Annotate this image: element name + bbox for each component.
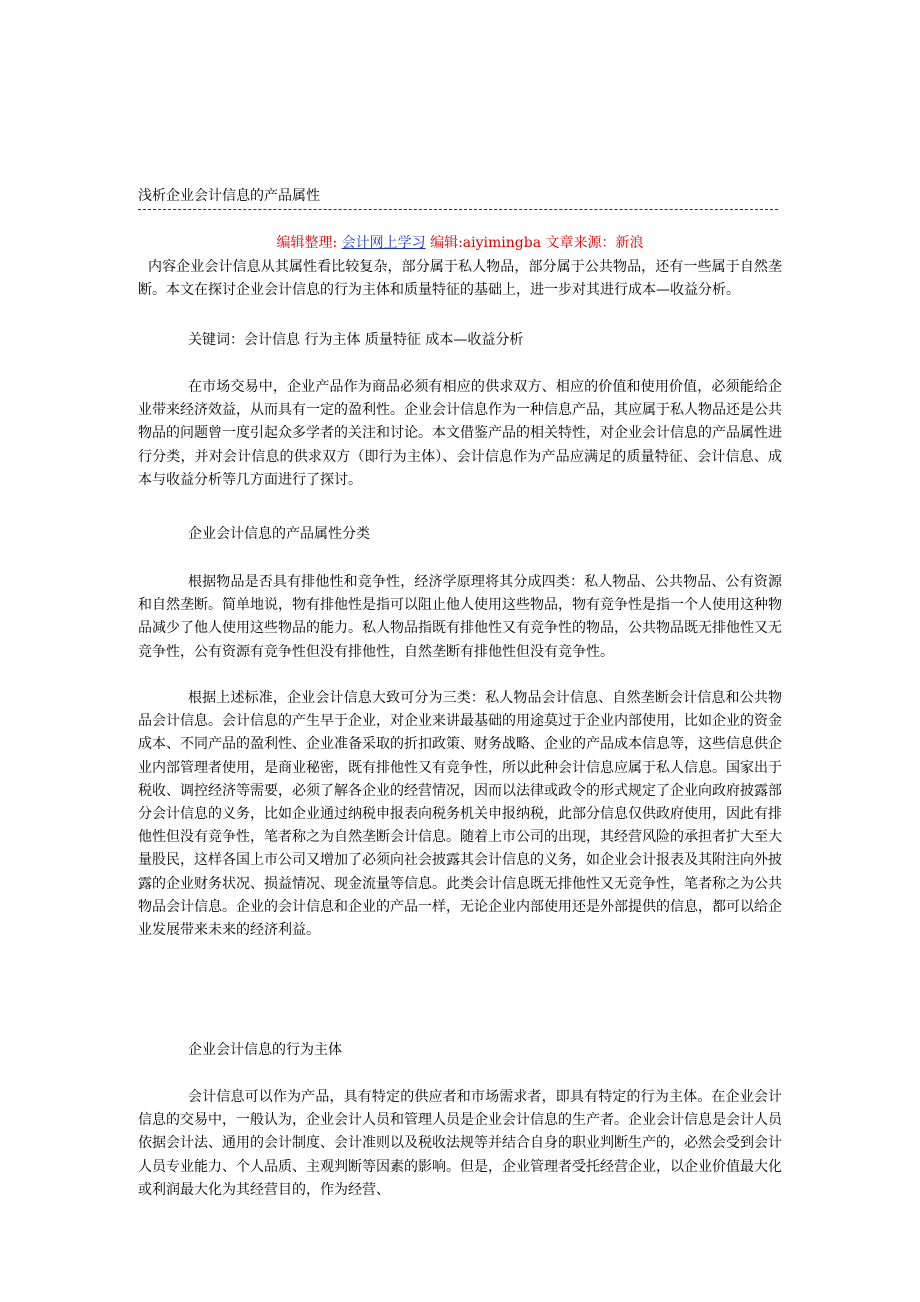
section1-paragraph-1: 根据物品是否具有排他性和竞争性，经济学原理将其分成四类：私人物品、公共物品、公有资源和自然垄断。简单地说，物有排他性是指可以阻止他人使用这些物品，物有竞争性是指一个人使用这种物品减少了他人使用这些物品的能力。私人物品指既有排他性又有竞争性的物品，公共物品既无排他性又无竞争性，公有资源有竞争性但没有排他性，自然垄断有排他性但没有竞争性。 <box>138 574 782 660</box>
section-heading-product-attributes: 企业会计信息的产品属性分类 <box>188 526 370 542</box>
keywords-line: 关键词：会计信息 行为主体 质量特征 成本—收益分析 <box>188 332 524 348</box>
editor-credit-line <box>138 233 782 253</box>
editor-suffix: 编辑:aiyimingba 文章来源：新浪 <box>425 235 644 251</box>
source-link[interactable]: 会计网上学习 <box>341 235 426 251</box>
section2-paragraph-1: 会计信息可以作为产品，具有特定的供应者和市场需求者，即具有特定的行为主体。在企业会计信息的交易中，一般认为，企业会计人员和管理人员是企业会计信息的生产者。企业会计信息是会计人员依据会计法、通用的会计制度、会计准则以及税收法规等并结合自身的职业判断生产的，必然会受到会计人员专业能力、个人品质、主观判断等因素的影响。但是，企业管理者受托经营企业，以企业价值最大化或利润最大化为其经营目的，作为经营、 <box>138 1089 782 1198</box>
abstract-paragraph: 内容企业会计信息从其属性看比较复杂，部分属于私人物品，部分属于公共物品，还有一些属于自然垄断。本文在探讨企业会计信息的行为主体和质量特征的基础上，进一步对其进行成本—收益分析。 <box>138 259 782 299</box>
section-heading-behavior-subject: 企业会计信息的行为主体 <box>188 1042 342 1058</box>
intro-paragraph: 在市场交易中，企业产品作为商品必须有相应的供求双方、相应的价值和使用价值，必须能给企业带来经济效益，从而具有一定的盈利性。企业会计信息作为一种信息产品，其应属于私人物品还是公共物品的问题曾一度引起众多学者的关注和讨论。本文借鉴产品的相关特性，对企业会计信息的产品属性进行分类，并对会计信息的供求双方（即行为主体）、会计信息作为产品应满足的质量特征、会计信息、成本与收益分析等几方面进行了探讨。 <box>138 379 782 488</box>
dashed-divider <box>138 209 778 210</box>
section1-paragraph-2: 根据上述标准，企业会计信息大致可分为三类：私人物品会计信息、自然垄断会计信息和公共物品会计信息。会计信息的产生早于企业，对企业来讲最基础的用途莫过于企业内部使用，比如企业的资金成本、不同产品的盈利性、企业准备采取的折扣政策、财务战略、企业的产品成本信息等，这些信息供企业内部管理者使用，是商业秘密，既有排他性又有竞争性，所以此种会计信息应属于私人信息。国家出于税收、调控经济等需要，必须了解各企业的经营情况，因而以法律或政令的形式规定了企业向政府披露部分会计信息的义务，比如企业通过纳税申报表向税务机关申报纳税，此部分信息仅供政府使用，因此有排他性但没有竞争性，笔者称之为自然垄断会计信息。随着上市公司的出现，其经营风险的承担者扩大至大量股民，这样各国上市公司又增加了必须向社会披露其会计信息的义务，如企业会计报表及其附注向外披露的企业财务状况、损益情况、现金流量等信息。此类会计信息既无排他性又无竞争性，笔者称之为公共物品会计信息。企业的会计信息和企业的产品一样，无论企业内部使用还是外部提供的信息，都可以给企业发展带来未来的经济利益。 <box>138 690 782 939</box>
editor-prefix: 编辑整理: <box>276 235 342 251</box>
article-title: 浅析企业会计信息的产品属性 <box>138 188 320 204</box>
